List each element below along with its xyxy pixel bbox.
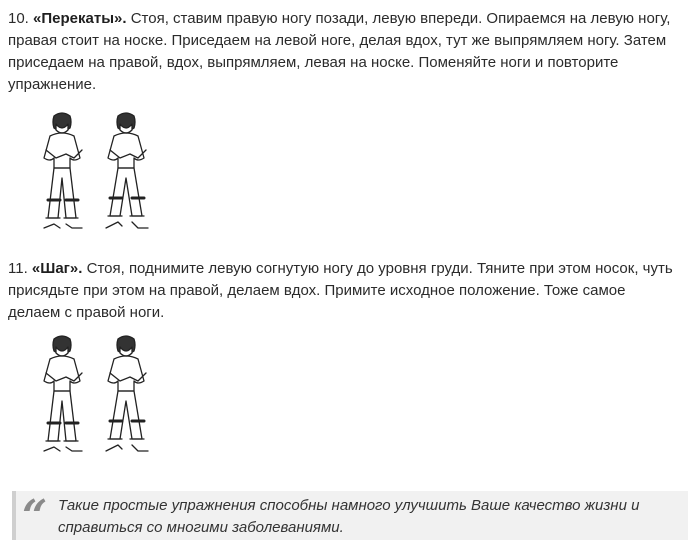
quote-block [12,491,688,540]
exercise-item-10 [8,8,680,96]
item-title: «Шаг». [31,260,83,277]
exercise-illustration-11 [32,333,156,468]
exercise-illustration-10 [32,110,156,245]
item-text: Стоя, ставим правую ногу позади, левую впереди. Опираемся на левую ногу, правая стоит на носке. Приседаем на левой ноге, делая вдох, тут же выпрямляем ногу. Затем приседаем на правой, вдох, выпрямляем, левая на носке. Поменяйте ноги и повторите упражнение. [8,10,671,93]
item-number: 10. [8,10,29,27]
figure-left [44,336,82,451]
item-text: Стоя, поднимите левую согнутую ногу до уровня груди. Тяните при этом носок, чуть присядьте при этом на правой, делаем вдох. Примите исходное положение. Тоже самое делаем с правой ноги. [8,260,673,321]
quote-icon: “ [22,491,48,542]
item-number: 11. [8,260,28,277]
exercise-item-11 [8,258,680,324]
exercise-figure-illustration [32,110,156,245]
figure-left [44,113,82,228]
figure-right [106,336,148,451]
item-title: «Перекаты». [33,10,127,27]
quote-text: Такие простые упражнения способны намного улучшить Ваше качество жизни и справиться со многими заболеваниями. [58,497,640,536]
exercise-figure-illustration [32,333,156,468]
figure-right [106,113,148,228]
